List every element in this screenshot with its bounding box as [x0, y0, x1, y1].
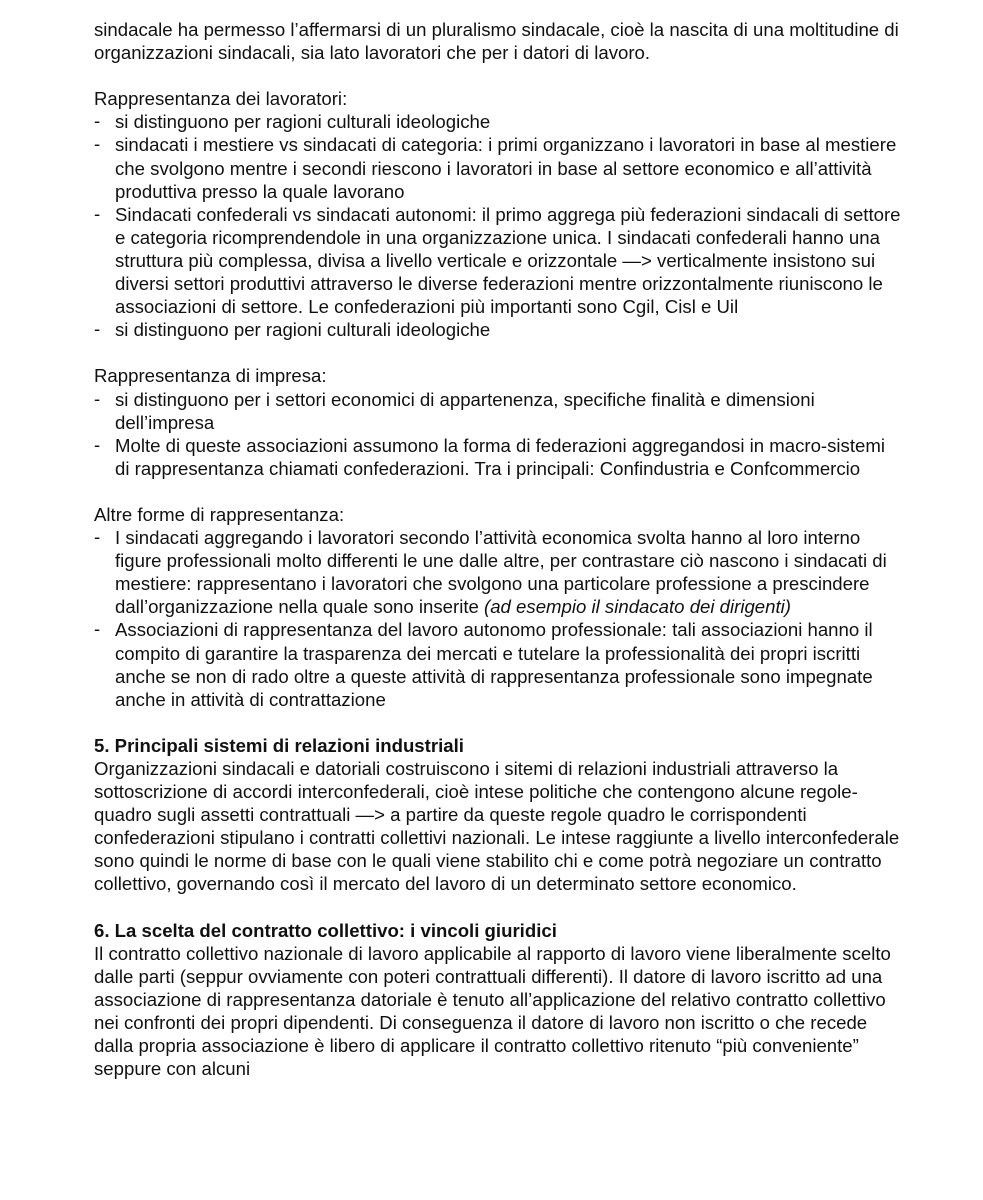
list-item-text: si distinguono per ragioni culturali ideologiche	[115, 319, 491, 341]
section-5-title: 5. Principali sistemi di relazioni industriali	[94, 734, 464, 756]
section-5-body: Organizzazioni sindacali e datoriali costruiscono i sitemi di relazioni industriali attraverso la sottoscrizione di accordi interconfederali, cioè intese politiche che contengono alcune regole-quadro sugli assetti contrattuali —> a partire da queste regole quadro le corrispondenti confederazioni stipulano i contratti collettivi nazionali. Le intese raggiunte a livello interconfederale sono quindi le norme di base con le quali viene stabilito chi e come potrà negoziare un contratto collettivo, governando così il mercato del lavoro di un determinato settore economico.	[94, 758, 900, 895]
dash-bullet: -	[94, 133, 101, 155]
intro-paragraph: sindacale ha permesso l’affermarsi di un pluralismo sindacale, cioè la nascita di una moltitudine di organizzazioni sindacali, sia lato lavoratori che per i datori di lavoro.	[94, 19, 899, 64]
list-item-text: Sindacati confederali vs sindacati autonomi: il primo aggrega più federazioni sindacali di settore e categoria ricomprendendole in una organizzazione unica. I sindacati confederali hanno una struttura più complessa, divisa a livello verticale e orizzontale —> verticalmente insistono sui diversi settori produttivi attraverso le diverse federazioni mentre orizzontalmente riuniscono le associazioni di settore. Le confederazioni più importanti sono Cgil, Cisl e Uil	[115, 203, 901, 318]
spacer	[94, 711, 904, 734]
document-page	[94, 18, 904, 1080]
list-item-text: sindacati i mestiere vs sindacati di categoria: i primi organizzano i lavoratori in base al mestiere che svolgono mentre i secondi riescono i lavoratori in base al settore economico e all’attività produttiva presso la quale lavorano	[115, 134, 897, 202]
section-6-body: Il contratto collettivo nazionale di lavoro applicabile al rapporto di lavoro viene liberalmente scelto dalle parti (seppur ovviamente con poteri contrattuali differenti). Il datore di lavoro iscritto ad una associazione di rappresentanza datoriale è tenuto all’applicazione del relativo contratto collettivo nei confronti dei propri dipendenti. Di conseguenza il datore di lavoro non iscritto o che recede dalla propria associazione è libero di applicare il contratto collettivo ritenuto “più conveniente” seppure con alcuni	[94, 942, 891, 1080]
spacer	[94, 480, 904, 503]
list-item-text: si distinguono per ragioni culturali ideologiche	[115, 111, 491, 133]
dash-bullet: -	[94, 526, 101, 548]
list-item-text: Associazioni di rappresentanza del lavoro autonomo professionale: tali associazioni hanno il compito di garantire la trasparenza dei mercati e tutelare la professionalità dei propri iscritti anche se non di rado oltre a queste attività di rappresentanza professionale sono impegnate anche in attività di contrattazione	[115, 619, 873, 710]
other-list	[94, 526, 904, 711]
list-item	[94, 318, 904, 341]
spacer	[94, 64, 904, 87]
business-heading: Rappresentanza di impresa:	[94, 365, 327, 387]
list-item	[94, 388, 904, 434]
list-item	[94, 110, 904, 133]
list-item-text: Molte di queste associazioni assumono la forma di federazioni aggregandosi in macro-sistemi di rappresentanza chiamati confederazioni. Tra i principali: Confindustria e Confcommercio	[115, 434, 885, 479]
list-item	[94, 526, 904, 618]
list-item	[94, 203, 904, 318]
list-item-text: si distinguono per i settori economici di appartenenza, specifiche finalità e dimensioni dell’impresa	[115, 388, 815, 433]
business-list	[94, 388, 904, 480]
dash-bullet: -	[94, 318, 101, 340]
list-item	[94, 618, 904, 710]
dash-bullet: -	[94, 618, 101, 640]
dash-bullet: -	[94, 110, 101, 132]
list-item	[94, 434, 904, 480]
section-6-title: 6. La scelta del contratto collettivo: i vincoli giuridici	[94, 919, 557, 941]
workers-list	[94, 110, 904, 341]
dash-bullet: -	[94, 433, 101, 455]
spacer	[94, 341, 904, 364]
list-item-text: I sindacati aggregando i lavoratori secondo l’attività economica svolta hanno al loro interno figure professionali molto differenti le une dalle altre, per contrastare ciò nascono i sindacati di mestiere: rappresentano i lavoratori che svolgono una particolare professione a prescindere dall’organizzazione nella quale sono inserite	[115, 527, 887, 618]
dash-bullet: -	[94, 387, 101, 409]
other-heading: Altre forme di rappresentanza:	[94, 503, 345, 525]
workers-heading: Rappresentanza dei lavoratori:	[94, 88, 348, 110]
dash-bullet: -	[94, 202, 101, 224]
list-item	[94, 133, 904, 202]
list-item-italic-example: (ad esempio il sindacato dei dirigenti)	[484, 596, 791, 618]
spacer	[94, 896, 904, 919]
